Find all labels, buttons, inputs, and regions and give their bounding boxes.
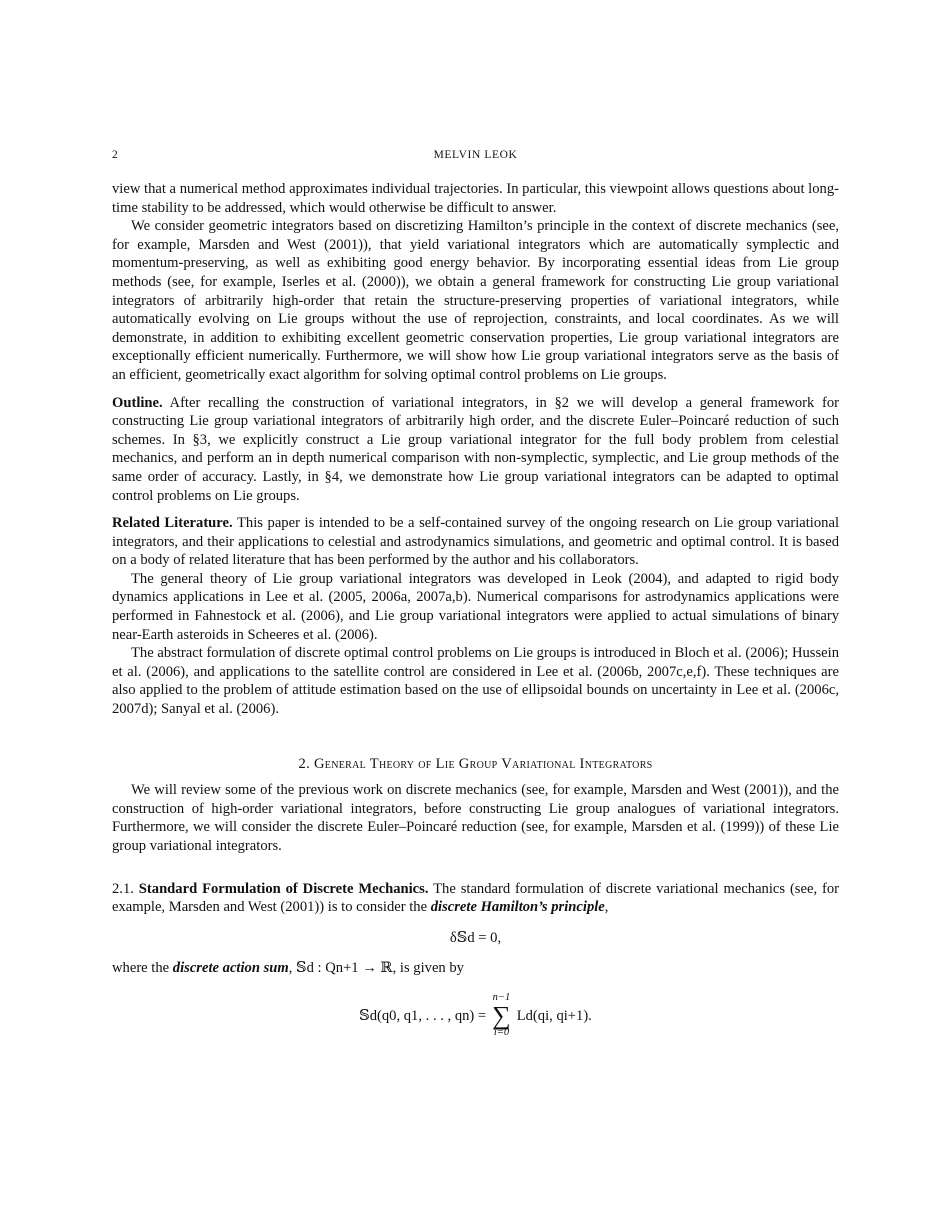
section-2-heading: 2. General Theory of Lie Group Variational Integrators — [298, 755, 653, 772]
paper-page — [112, 146, 839, 1044]
equation-1-text: δ𝕊d = 0, — [449, 929, 502, 946]
emphasis-discrete-hamiltons-principle: discrete Hamilton’s principle — [430, 899, 605, 916]
equation-2-rhs: Ld(qi, qi+1). — [516, 1007, 592, 1024]
related-literature-heading: Related Literature. — [112, 515, 233, 532]
sigma-glyph: ∑ — [492, 1000, 511, 1030]
running-header — [112, 146, 839, 164]
intro-paragraph-1: view that a numerical method approximates individual trajectories. In particular, this viewpoint allows questions about long-time stability to be addressed, which would otherwise be difficult to answer. — [112, 181, 839, 216]
intro-paragraph-2: We consider geometric integrators based on discretizing Hamilton’s principle in the context of discrete mechanics (see, for example, Marsden and West (2001)), that yield variational integrators which are automatically symplectic and momentum-preserving, as well as exhibiting good energy behavior. By incorporating essential ideas from Lie group methods (see, for example, Iserles et al. (2000)), we obtain a general framework for constructing Lie group variational integrators of arbitrarily high-order that retain the structure-preserving properties of variational integrators, while automatically evolving on Lie groups without the use of reprojection, constraints, and local coordinates. As we will demonstrate, in addition to exhibiting excellent geometric conservation properties, Lie group variational integrators are exceptionally efficient numerically. Furthermore, we will show how Lie group variational integrators serve as the basis of an efficient, geometrically exact algorithm for solving optimal control problems on Lie groups. — [112, 218, 839, 383]
running-title: MELVIN LEOK — [433, 149, 518, 161]
action-sum-signature: , 𝕊d : Qn+1 → ℝ, is given by — [288, 960, 464, 977]
action-sum-definition — [112, 959, 839, 978]
related-paragraph-2: The general theory of Lie group variational integrators was developed in Leok (2004), and adapted to rigid body dynamics applications in Lee et al. (2005, 2006a, 2007a,b). Numerical comparisons for astrodynamics applications were performed in Fahnestock et al. (2006), and Lie group variational integrators were applied to actual simulations of binary near-Earth asteroids in Scheeres et al. (2006). — [112, 570, 839, 643]
outline-heading: Outline. — [112, 394, 163, 411]
sum-lower-limit: i=0 — [493, 1026, 510, 1038]
equation-2-lhs: 𝕊d(q0, q1, . . . , qn) = — [359, 1007, 487, 1024]
emphasis-discrete-action-sum: discrete action sum — [172, 960, 289, 977]
subsection-text: The standard formulation of discrete variational mechanics (see, for example, Marsden and West (2001)) is to consider the — [112, 880, 840, 916]
page-number: 2 — [112, 149, 119, 161]
equation-action-sum — [112, 988, 839, 1044]
summation-symbol — [492, 993, 511, 1038]
emphasis-trailing-comma: , — [604, 899, 609, 916]
where-text: where the — [112, 960, 170, 977]
sum-upper-limit: n−1 — [492, 992, 511, 1004]
related-paragraph-3: The abstract formulation of discrete optimal control problems on Lie groups is introduced in Bloch et al. (2006); Hussein et al. (2006), and applications to the satellite control are considered in Lee et al. (2006b, 2007c,e,f). These techniques are also applied to the problem of attitude estimation based on the use of ellipsoidal bounds on uncertainty in Lee et al. (2006c, 2007d); Sanyal et al. (2006). — [112, 645, 839, 718]
outline-paragraph — [112, 394, 839, 506]
equation-2-wrapper — [359, 988, 592, 1044]
related-literature-text: This paper is intended to be a self-contained survey of the ongoing research on Lie group variational integrators, and their applications to celestial and astrodynamics simulations, and geometric and optimal control. It is based on a body of related literature that has been performed by the author and his collaborators. — [112, 515, 839, 569]
equation-variational-principle — [112, 929, 839, 948]
related-literature-paragraph — [112, 514, 839, 570]
subsection-number: 2.1. — [112, 880, 134, 897]
subsection-title: Standard Formulation of Discrete Mechanics. — [138, 880, 429, 897]
subsection-2-1-paragraph — [112, 880, 839, 917]
outline-text: After recalling the construction of variational integrators, in §2 we will develop a general framework for constructing Lie group variational integrators of arbitrarily high order, and the discrete Euler–Poincaré reduction of such schemes. In §3, we explicitly construct a Lie group variational integrator for the full body problem from celestial mechanics, and perform an in depth numerical comparison with non-symplectic, symplectic, and Lie group methods of the same order of accuracy. Lastly, in §4, we demonstrate how Lie group variational integrators can be adapted to optimal control problems on Lie groups. — [112, 394, 839, 504]
section-2-paragraph: We will review some of the previous work on discrete mechanics (see, for example, Marsden and West (2001)), and the construction of high-order variational integrators, before constructing Lie group analogues of variational integrators. Furthermore, we will consider the discrete Euler–Poincaré reduction (see, for example, Marsden et al. (1999)) of these Lie group variational integrators. — [112, 782, 839, 854]
